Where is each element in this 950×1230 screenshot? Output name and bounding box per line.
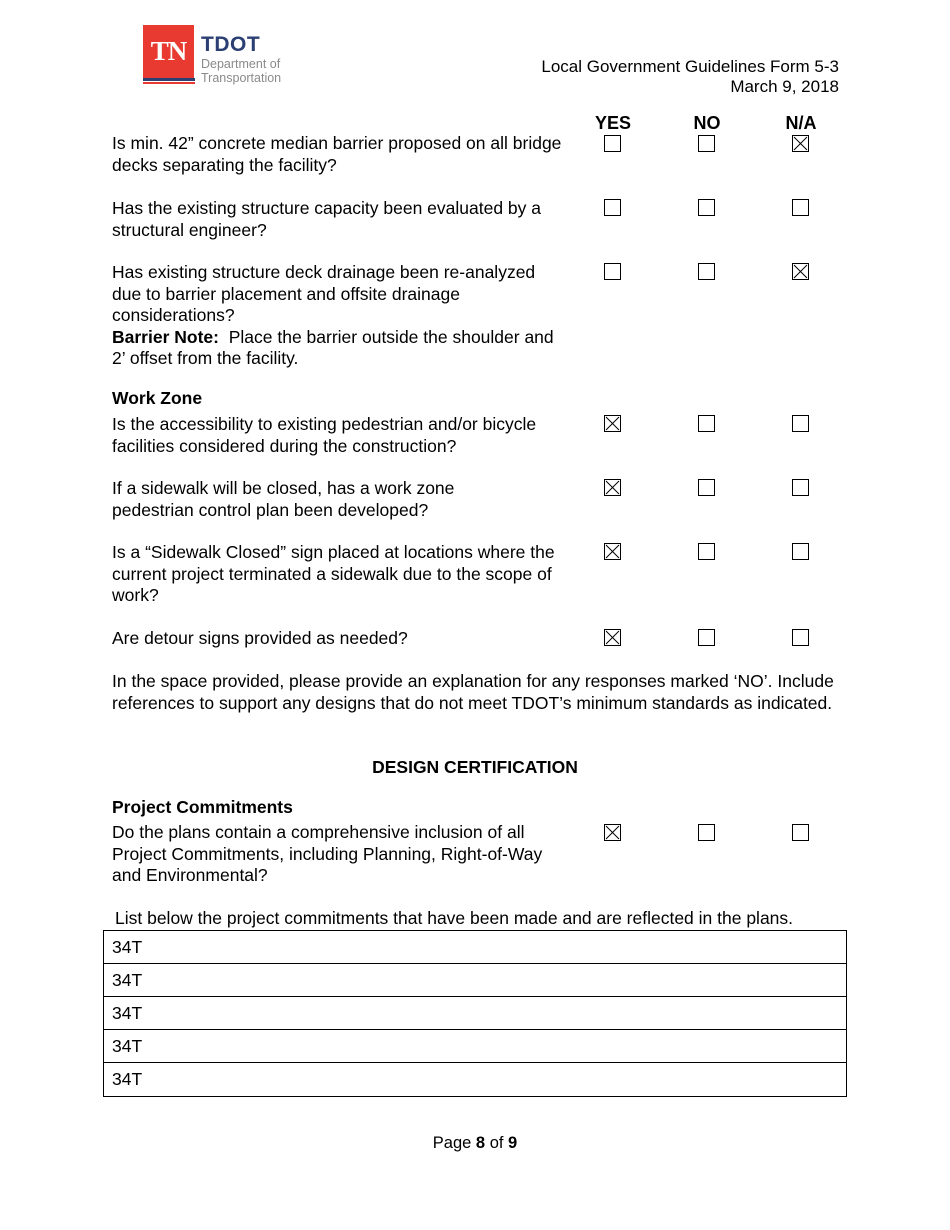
q1-no-checkbox[interactable] <box>698 135 715 152</box>
q8-yes-checkbox[interactable] <box>604 824 621 841</box>
q3-no-checkbox[interactable] <box>698 263 715 280</box>
q5-na-checkbox[interactable] <box>792 479 809 496</box>
question-1-text: Is min. 42” concrete median barrier proposed on all bridge decks separating the facility? <box>112 133 562 175</box>
q2-yes-checkbox[interactable] <box>604 199 621 216</box>
question-7-text: Are detour signs provided as needed? <box>112 628 408 648</box>
q5-no-checkbox[interactable] <box>698 479 715 496</box>
commitments-table <box>103 930 847 1097</box>
q6-no-checkbox[interactable] <box>698 543 715 560</box>
form-date: March 9, 2018 <box>730 76 839 96</box>
q1-yes-checkbox[interactable] <box>604 135 621 152</box>
page-number: 8 <box>475 1134 486 1152</box>
question-3-block <box>112 262 557 370</box>
form-title: Local Government Guidelines Form 5-3 <box>541 57 839 76</box>
q6-yes-checkbox[interactable] <box>604 543 621 560</box>
q4-no-checkbox[interactable] <box>698 415 715 432</box>
q2-na-checkbox[interactable] <box>792 199 809 216</box>
q7-yes-checkbox[interactable] <box>604 629 621 646</box>
column-yes-header: YES <box>594 113 632 133</box>
q4-na-checkbox[interactable] <box>792 415 809 432</box>
page-word: Page <box>432 1134 472 1152</box>
of-word: of <box>489 1134 504 1152</box>
q7-na-checkbox[interactable] <box>792 629 809 646</box>
commitment-row-3[interactable]: 34T <box>103 996 847 1029</box>
q1-na-checkbox[interactable] <box>792 135 809 152</box>
design-certification-heading: DESIGN CERTIFICATION <box>372 757 578 777</box>
q2-no-checkbox[interactable] <box>698 199 715 216</box>
commitment-row-4[interactable]: 34T <box>103 1029 847 1062</box>
page-total: 9 <box>508 1134 518 1152</box>
q4-yes-checkbox[interactable] <box>604 415 621 432</box>
logo-underline-red <box>143 82 195 84</box>
q3-yes-checkbox[interactable] <box>604 263 621 280</box>
commitments-intro: List below the project commitments that have been made and are reflected in the plans. <box>115 908 794 928</box>
column-no-header: NO <box>693 113 721 133</box>
form-header <box>541 57 839 96</box>
question-5-text: If a sidewalk will be closed, has a work zone pedestrian control plan been developed? <box>112 478 455 520</box>
question-8-text: Do the plans contain a comprehensive inclusion of all Project Commitments, including Planning, Right-of-Way and Environmental? <box>112 822 543 885</box>
tn-logo-mark: TN <box>143 25 194 79</box>
question-6-text: Is a “Sidewalk Closed” sign placed at locations where the current project terminated a sidewalk due to the scope of work? <box>112 542 555 605</box>
barrier-note-label: Barrier Note: <box>112 326 219 347</box>
page-footer <box>0 1133 950 1155</box>
logo-dept-line1: Department of <box>201 57 281 71</box>
q5-yes-checkbox[interactable] <box>604 479 621 496</box>
question-3-text: Has existing structure deck drainage been re-analyzed due to barrier placement and offsite drainage considerations? <box>112 262 536 325</box>
explanation-instructions: In the space provided, please provide an explanation for any responses marked ‘NO’. Include references to support any designs that do not meet TDOT’s minimum standards as indicated. <box>112 671 834 713</box>
q3-na-checkbox[interactable] <box>792 263 809 280</box>
q8-na-checkbox[interactable] <box>792 824 809 841</box>
logo-department <box>201 57 281 85</box>
q6-na-checkbox[interactable] <box>792 543 809 560</box>
question-4-text: Is the accessibility to existing pedestrian and/or bicycle facilities considered during the construction? <box>112 414 537 456</box>
tdot-logo-name: TDOT <box>201 33 261 56</box>
barrier-note <box>112 327 557 370</box>
q8-no-checkbox[interactable] <box>698 824 715 841</box>
commitment-row-1[interactable]: 34T <box>103 930 847 963</box>
question-2-text: Has the existing structure capacity been evaluated by a structural engineer? <box>112 198 541 240</box>
q7-no-checkbox[interactable] <box>698 629 715 646</box>
logo-underline-blue <box>143 78 195 81</box>
project-commitments-heading: Project Commitments <box>112 797 293 817</box>
commitment-row-5[interactable]: 34T <box>103 1062 847 1097</box>
commitment-row-2[interactable]: 34T <box>103 963 847 996</box>
column-na-header: N/A <box>785 113 817 133</box>
barrier-note-text: Place the barrier outside the shoulder and 2’ offset from the facility. <box>112 326 554 368</box>
logo-dept-line2: Transportation <box>201 71 282 85</box>
work-zone-heading: Work Zone <box>112 388 203 408</box>
